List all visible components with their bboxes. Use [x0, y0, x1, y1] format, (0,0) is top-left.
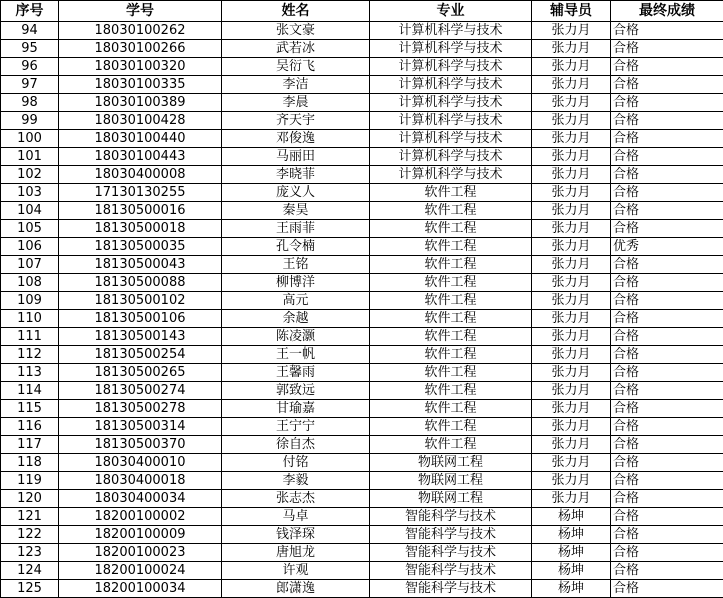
cell-name: 李毅	[222, 472, 370, 490]
cell-student-id: 18200100024	[59, 562, 222, 580]
cell-major: 软件工程	[370, 184, 532, 202]
cell-final-grade: 合格	[611, 256, 723, 274]
cell-student-id: 18130500016	[59, 202, 222, 220]
cell-major: 智能科学与技术	[370, 508, 532, 526]
cell-student-id: 18030400010	[59, 454, 222, 472]
cell-counselor: 张力月	[532, 400, 611, 418]
cell-seq: 105	[1, 220, 59, 238]
cell-student-id: 18030100266	[59, 40, 222, 58]
cell-final-grade: 合格	[611, 274, 723, 292]
cell-counselor: 张力月	[532, 148, 611, 166]
cell-final-grade: 合格	[611, 166, 723, 184]
cell-final-grade: 合格	[611, 22, 723, 40]
cell-student-id: 18130500043	[59, 256, 222, 274]
cell-major: 软件工程	[370, 364, 532, 382]
cell-name: 李洁	[222, 76, 370, 94]
cell-seq: 109	[1, 292, 59, 310]
cell-name: 张志杰	[222, 490, 370, 508]
cell-counselor: 张力月	[532, 256, 611, 274]
cell-student-id: 18130500254	[59, 346, 222, 364]
cell-major: 软件工程	[370, 238, 532, 256]
cell-student-id: 18130500018	[59, 220, 222, 238]
cell-final-grade: 合格	[611, 310, 723, 328]
cell-seq: 117	[1, 436, 59, 454]
cell-counselor: 张力月	[532, 328, 611, 346]
cell-major: 物联网工程	[370, 454, 532, 472]
cell-name: 高元	[222, 292, 370, 310]
header-final-grade: 最终成绩	[611, 1, 723, 22]
cell-major: 软件工程	[370, 382, 532, 400]
table-row	[1, 562, 723, 580]
table-row	[1, 112, 723, 130]
cell-name: 徐自杰	[222, 436, 370, 454]
cell-student-id: 18130500143	[59, 328, 222, 346]
table-row	[1, 400, 723, 418]
header-student-id: 学号	[59, 1, 222, 22]
table-row	[1, 346, 723, 364]
cell-name: 王馨雨	[222, 364, 370, 382]
cell-final-grade: 合格	[611, 220, 723, 238]
cell-seq: 97	[1, 76, 59, 94]
cell-major: 软件工程	[370, 346, 532, 364]
cell-major: 计算机科学与技术	[370, 40, 532, 58]
cell-student-id: 18030400008	[59, 166, 222, 184]
cell-final-grade: 合格	[611, 130, 723, 148]
cell-final-grade: 合格	[611, 184, 723, 202]
cell-name: 王一帆	[222, 346, 370, 364]
cell-name: 柳博洋	[222, 274, 370, 292]
cell-student-id: 18130500088	[59, 274, 222, 292]
table-row	[1, 166, 723, 184]
cell-final-grade: 合格	[611, 526, 723, 544]
cell-final-grade: 优秀	[611, 238, 723, 256]
cell-student-id: 18130500314	[59, 418, 222, 436]
cell-counselor: 张力月	[532, 94, 611, 112]
cell-major: 软件工程	[370, 310, 532, 328]
cell-final-grade: 合格	[611, 562, 723, 580]
cell-student-id: 18130500106	[59, 310, 222, 328]
cell-student-id: 18130500035	[59, 238, 222, 256]
cell-major: 计算机科学与技术	[370, 76, 532, 94]
cell-seq: 108	[1, 274, 59, 292]
cell-name: 齐天宇	[222, 112, 370, 130]
cell-major: 软件工程	[370, 292, 532, 310]
cell-seq: 102	[1, 166, 59, 184]
table-row	[1, 580, 723, 598]
cell-student-id: 18200100023	[59, 544, 222, 562]
cell-major: 软件工程	[370, 202, 532, 220]
table-row	[1, 256, 723, 274]
cell-final-grade: 合格	[611, 508, 723, 526]
cell-student-id: 18130500102	[59, 292, 222, 310]
table-row	[1, 328, 723, 346]
cell-counselor: 张力月	[532, 490, 611, 508]
cell-seq: 121	[1, 508, 59, 526]
cell-final-grade: 合格	[611, 544, 723, 562]
cell-final-grade: 合格	[611, 94, 723, 112]
cell-major: 软件工程	[370, 220, 532, 238]
cell-counselor: 张力月	[532, 22, 611, 40]
cell-seq: 124	[1, 562, 59, 580]
cell-counselor: 张力月	[532, 454, 611, 472]
cell-student-id: 18030400018	[59, 472, 222, 490]
cell-counselor: 张力月	[532, 76, 611, 94]
cell-seq: 99	[1, 112, 59, 130]
cell-major: 智能科学与技术	[370, 544, 532, 562]
cell-final-grade: 合格	[611, 580, 723, 598]
cell-counselor: 张力月	[532, 418, 611, 436]
cell-major: 计算机科学与技术	[370, 130, 532, 148]
cell-seq: 116	[1, 418, 59, 436]
cell-seq: 111	[1, 328, 59, 346]
cell-major: 软件工程	[370, 328, 532, 346]
cell-name: 吴衍飞	[222, 58, 370, 76]
cell-student-id: 18030100320	[59, 58, 222, 76]
cell-student-id: 18130500278	[59, 400, 222, 418]
cell-name: 郎潇逸	[222, 580, 370, 598]
cell-counselor: 张力月	[532, 202, 611, 220]
table-row	[1, 22, 723, 40]
cell-counselor: 张力月	[532, 310, 611, 328]
cell-counselor: 张力月	[532, 364, 611, 382]
table-row	[1, 148, 723, 166]
cell-major: 软件工程	[370, 256, 532, 274]
table-row	[1, 184, 723, 202]
cell-final-grade: 合格	[611, 202, 723, 220]
cell-final-grade: 合格	[611, 292, 723, 310]
cell-major: 智能科学与技术	[370, 580, 532, 598]
cell-student-id: 18030100262	[59, 22, 222, 40]
header-counselor: 辅导员	[532, 1, 611, 22]
cell-seq: 113	[1, 364, 59, 382]
table-row	[1, 76, 723, 94]
cell-seq: 103	[1, 184, 59, 202]
cell-final-grade: 合格	[611, 490, 723, 508]
cell-seq: 100	[1, 130, 59, 148]
cell-seq: 106	[1, 238, 59, 256]
table-row	[1, 274, 723, 292]
cell-major: 智能科学与技术	[370, 526, 532, 544]
cell-name: 余越	[222, 310, 370, 328]
cell-name: 陈凌灏	[222, 328, 370, 346]
header-name: 姓名	[222, 1, 370, 22]
cell-counselor: 杨坤	[532, 580, 611, 598]
cell-counselor: 张力月	[532, 436, 611, 454]
cell-counselor: 杨坤	[532, 562, 611, 580]
cell-final-grade: 合格	[611, 400, 723, 418]
cell-major: 计算机科学与技术	[370, 58, 532, 76]
table-row	[1, 382, 723, 400]
cell-major: 物联网工程	[370, 490, 532, 508]
cell-name: 李晨	[222, 94, 370, 112]
cell-name: 张文豪	[222, 22, 370, 40]
table-row	[1, 58, 723, 76]
cell-student-id: 18030100428	[59, 112, 222, 130]
cell-student-id: 18130500274	[59, 382, 222, 400]
cell-seq: 104	[1, 202, 59, 220]
cell-name: 钱泽琛	[222, 526, 370, 544]
cell-final-grade: 合格	[611, 346, 723, 364]
cell-student-id: 18130500265	[59, 364, 222, 382]
table-row	[1, 490, 723, 508]
cell-seq: 112	[1, 346, 59, 364]
cell-seq: 118	[1, 454, 59, 472]
header-seq: 序号	[1, 1, 59, 22]
table-row	[1, 292, 723, 310]
cell-major: 计算机科学与技术	[370, 148, 532, 166]
cell-final-grade: 合格	[611, 382, 723, 400]
cell-name: 孔令楠	[222, 238, 370, 256]
cell-counselor: 张力月	[532, 130, 611, 148]
cell-counselor: 张力月	[532, 58, 611, 76]
table-row	[1, 220, 723, 238]
cell-student-id: 18200100009	[59, 526, 222, 544]
cell-seq: 125	[1, 580, 59, 598]
cell-final-grade: 合格	[611, 148, 723, 166]
cell-name: 王铭	[222, 256, 370, 274]
cell-major: 智能科学与技术	[370, 562, 532, 580]
cell-name: 郭致远	[222, 382, 370, 400]
cell-name: 许观	[222, 562, 370, 580]
cell-seq: 123	[1, 544, 59, 562]
table-row	[1, 436, 723, 454]
header-major: 专业	[370, 1, 532, 22]
cell-counselor: 张力月	[532, 166, 611, 184]
cell-major: 软件工程	[370, 436, 532, 454]
cell-name: 马卓	[222, 508, 370, 526]
cell-major: 物联网工程	[370, 472, 532, 490]
cell-name: 庞义人	[222, 184, 370, 202]
cell-final-grade: 合格	[611, 454, 723, 472]
table-row	[1, 238, 723, 256]
cell-counselor: 杨坤	[532, 526, 611, 544]
cell-student-id: 18030100443	[59, 148, 222, 166]
cell-name: 武若冰	[222, 40, 370, 58]
cell-counselor: 张力月	[532, 40, 611, 58]
cell-name: 王雨菲	[222, 220, 370, 238]
cell-major: 软件工程	[370, 400, 532, 418]
cell-final-grade: 合格	[611, 472, 723, 490]
cell-name: 秦昊	[222, 202, 370, 220]
table-row	[1, 418, 723, 436]
cell-seq: 98	[1, 94, 59, 112]
cell-counselor: 张力月	[532, 238, 611, 256]
cell-student-id: 18030100335	[59, 76, 222, 94]
table-row	[1, 94, 723, 112]
cell-seq: 95	[1, 40, 59, 58]
table-row	[1, 526, 723, 544]
cell-counselor: 张力月	[532, 472, 611, 490]
cell-student-id: 18200100034	[59, 580, 222, 598]
cell-counselor: 杨坤	[532, 508, 611, 526]
cell-name: 付铭	[222, 454, 370, 472]
cell-final-grade: 合格	[611, 364, 723, 382]
cell-major: 计算机科学与技术	[370, 94, 532, 112]
cell-student-id: 18030100389	[59, 94, 222, 112]
cell-seq: 122	[1, 526, 59, 544]
cell-name: 唐旭龙	[222, 544, 370, 562]
cell-name: 李晓菲	[222, 166, 370, 184]
table-row	[1, 508, 723, 526]
cell-counselor: 张力月	[532, 346, 611, 364]
cell-final-grade: 合格	[611, 112, 723, 130]
cell-major: 计算机科学与技术	[370, 112, 532, 130]
table-row	[1, 544, 723, 562]
cell-major: 软件工程	[370, 274, 532, 292]
cell-seq: 96	[1, 58, 59, 76]
cell-student-id: 18030400034	[59, 490, 222, 508]
cell-seq: 119	[1, 472, 59, 490]
cell-seq: 120	[1, 490, 59, 508]
cell-counselor: 张力月	[532, 112, 611, 130]
table-row	[1, 130, 723, 148]
cell-counselor: 张力月	[532, 382, 611, 400]
cell-student-id: 18030100440	[59, 130, 222, 148]
cell-student-id: 17130130255	[59, 184, 222, 202]
cell-counselor: 张力月	[532, 274, 611, 292]
cell-counselor: 杨坤	[532, 544, 611, 562]
table-row	[1, 202, 723, 220]
cell-counselor: 张力月	[532, 220, 611, 238]
cell-seq: 115	[1, 400, 59, 418]
cell-final-grade: 合格	[611, 418, 723, 436]
cell-major: 计算机科学与技术	[370, 166, 532, 184]
table-row	[1, 472, 723, 490]
table-row	[1, 310, 723, 328]
table-row	[1, 40, 723, 58]
cell-final-grade: 合格	[611, 76, 723, 94]
cell-final-grade: 合格	[611, 436, 723, 454]
cell-seq: 101	[1, 148, 59, 166]
cell-student-id: 18130500370	[59, 436, 222, 454]
table-row	[1, 364, 723, 382]
cell-seq: 107	[1, 256, 59, 274]
table-row	[1, 454, 723, 472]
cell-major: 软件工程	[370, 418, 532, 436]
cell-name: 马丽田	[222, 148, 370, 166]
header-row	[1, 1, 723, 22]
cell-final-grade: 合格	[611, 58, 723, 76]
cell-final-grade: 合格	[611, 328, 723, 346]
cell-seq: 94	[1, 22, 59, 40]
cell-counselor: 张力月	[532, 292, 611, 310]
cell-name: 邓俊逸	[222, 130, 370, 148]
cell-seq: 114	[1, 382, 59, 400]
cell-name: 甘瑜嘉	[222, 400, 370, 418]
cell-student-id: 18200100002	[59, 508, 222, 526]
cell-name: 王宁宁	[222, 418, 370, 436]
cell-seq: 110	[1, 310, 59, 328]
cell-final-grade: 合格	[611, 40, 723, 58]
cell-major: 计算机科学与技术	[370, 22, 532, 40]
cell-counselor: 张力月	[532, 184, 611, 202]
